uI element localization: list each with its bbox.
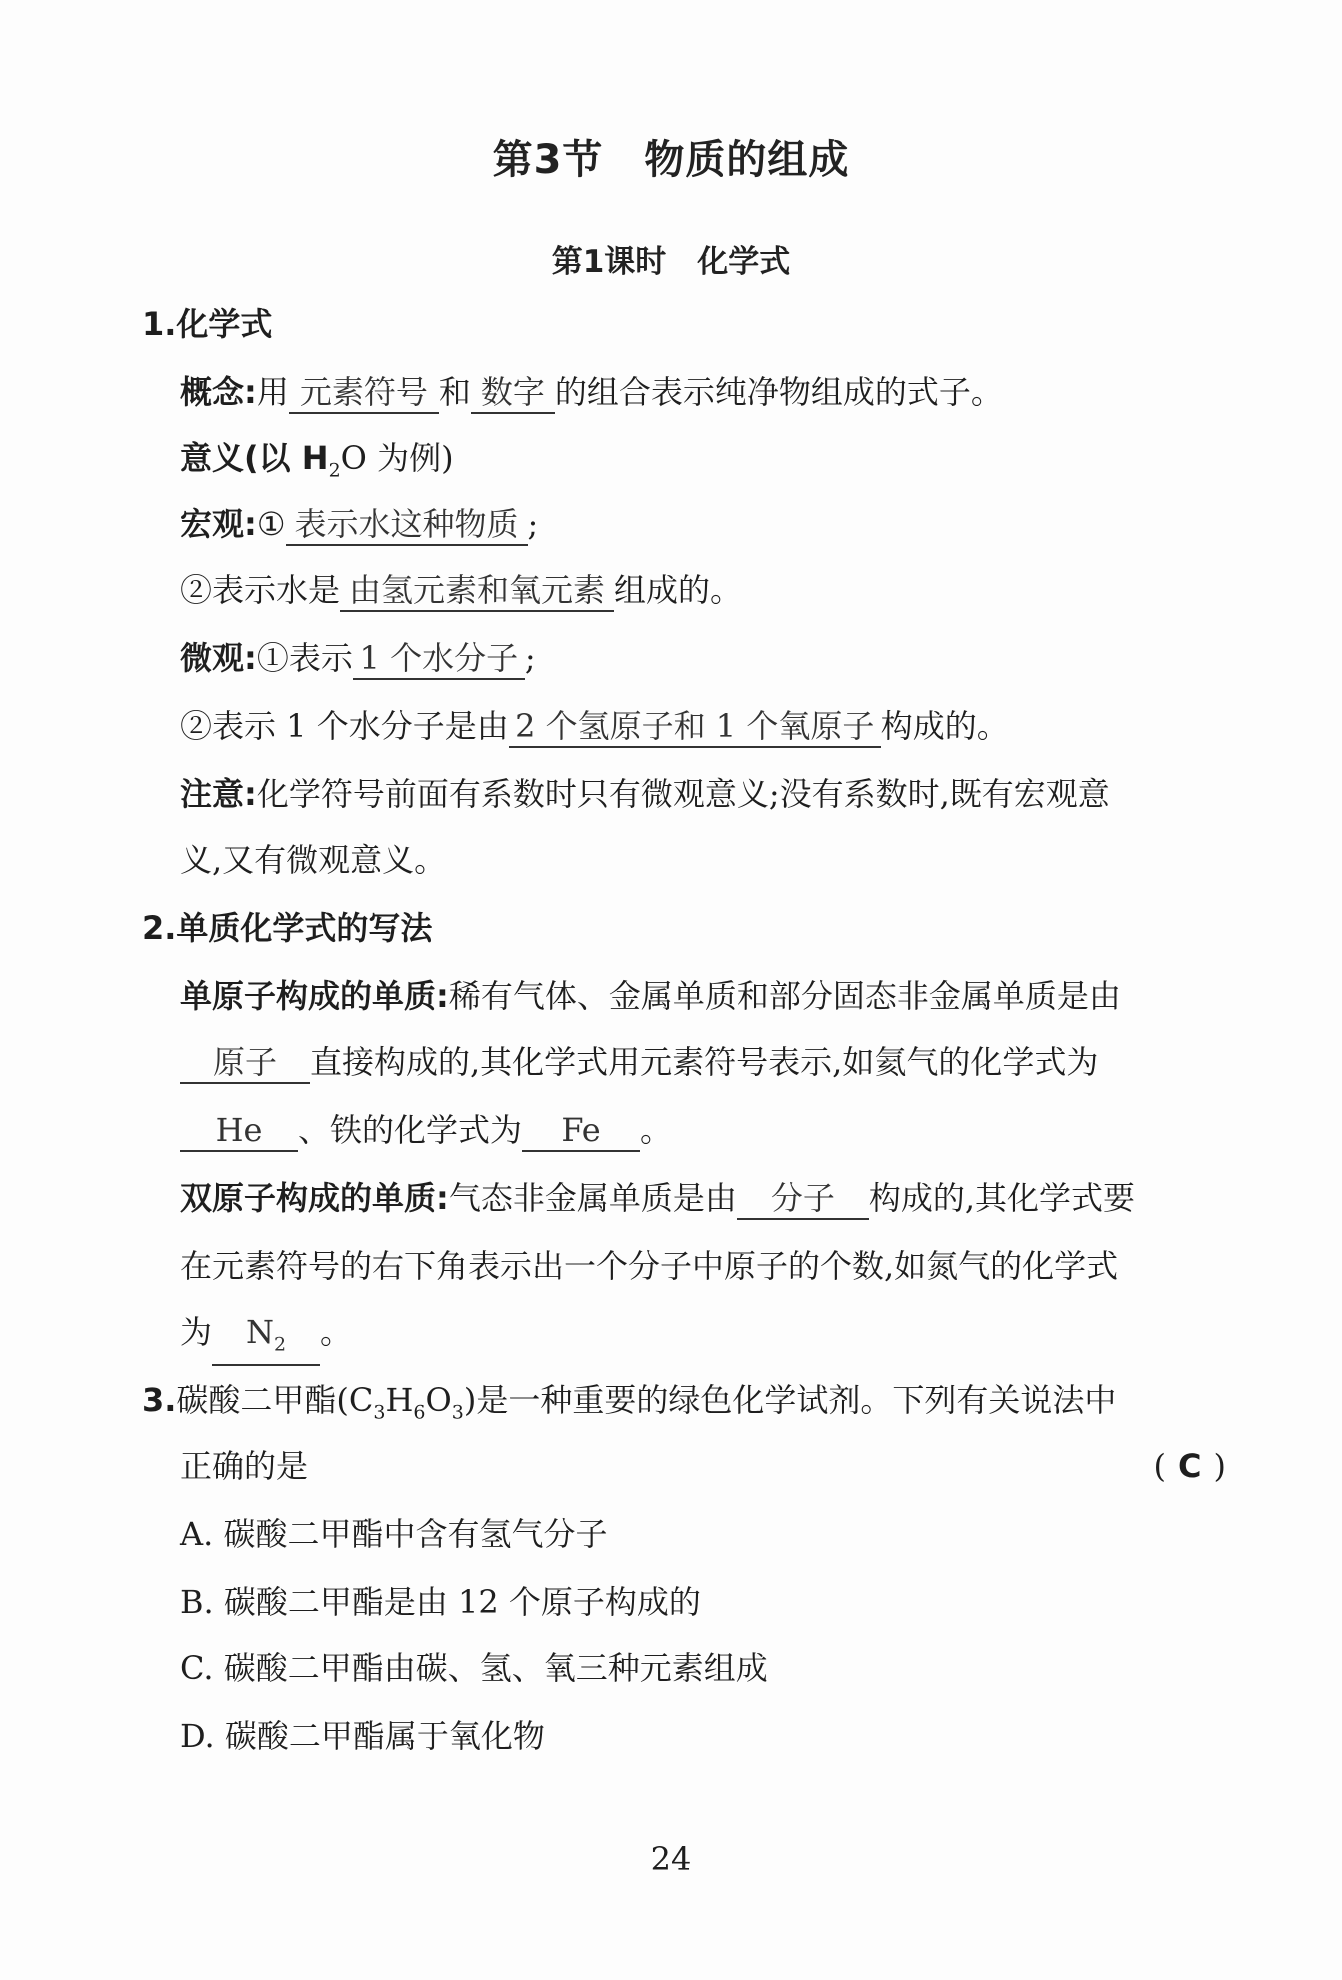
answer-open-paren: (	[1153, 1447, 1167, 1485]
section-1-heading	[142, 302, 272, 346]
micro-text-1: ①表示	[256, 639, 353, 677]
di-blank-2-symbol: N	[245, 1313, 274, 1351]
mono-blank-2: He	[180, 1110, 298, 1152]
concept-line	[180, 370, 1003, 414]
di-blank-2	[212, 1312, 320, 1366]
mono-blank-3: Fe	[522, 1110, 640, 1152]
concept-text-1: 用	[256, 373, 289, 411]
section-2-heading-text: 单质化学式的写法	[176, 909, 433, 947]
question-3-stem	[142, 1378, 1116, 1434]
mono-line-1	[180, 974, 1121, 1018]
macro-label: 宏观:	[180, 505, 257, 543]
meaning-text-1: 意义(以 H	[180, 439, 329, 477]
meaning-text-2: O 为例)	[340, 439, 454, 477]
macro-blank-1: 表示水这种物质	[286, 504, 528, 546]
di-blank-2-subscript: 2	[273, 1333, 287, 1356]
section-title: 第3节 物质的组成	[492, 137, 850, 183]
q3-sub-3: 3	[451, 1401, 464, 1424]
answer-bracket	[1154, 1444, 1226, 1488]
question-3-stem-line-2: 正确的是	[180, 1447, 309, 1485]
meaning-line	[180, 436, 454, 492]
concept-blank-2: 数字	[471, 372, 555, 414]
di-text-2: 构成的,其化学式要	[868, 1179, 1136, 1217]
mono-line-3	[180, 1108, 672, 1152]
q3-stem-4: )是一种重要的绿色化学试剂。下列有关说法中	[463, 1381, 1117, 1419]
mono-text-3-end: 。	[640, 1111, 673, 1149]
di-line-1	[180, 1176, 1135, 1220]
mono-text-3: 、铁的化学式为	[298, 1111, 523, 1149]
macro-blank-2: 由氢元素和氧元素	[340, 570, 614, 612]
option-d: D. 碳酸二甲酯属于氧化物	[180, 1717, 545, 1755]
macro-line-1	[180, 502, 538, 546]
di-line-2: 在元素符号的右下角表示出一个分子中原子的个数,如氮气的化学式	[180, 1247, 1119, 1285]
micro-blank-1: 1 个水分子	[353, 638, 525, 680]
note-line-1	[180, 772, 1110, 816]
mono-label: 单原子构成的单质:	[180, 977, 449, 1015]
di-text-1: 气态非金属单质是由	[448, 1179, 737, 1217]
section-1-number: 1.	[142, 305, 177, 343]
micro-label: 微观:	[180, 639, 257, 677]
di-blank-1: 分子	[737, 1178, 869, 1220]
di-text-4: 。	[320, 1313, 353, 1351]
micro2-text-1: ②表示 1 个水分子是由	[180, 707, 509, 745]
macro-text-1: ①	[256, 505, 286, 543]
micro-text-2: ;	[524, 639, 536, 677]
di-label: 双原子构成的单质:	[180, 1179, 449, 1217]
section-2-number: 2.	[142, 909, 177, 947]
micro2-text-2: 构成的。	[880, 707, 1009, 745]
concept-blank-1: 元素符号	[289, 372, 439, 414]
concept-text-3: 的组合表示纯净物组成的式子。	[554, 373, 1003, 411]
mono-line-2	[180, 1040, 1098, 1084]
macro2-text-1: ②表示水是	[180, 571, 341, 609]
section-1-heading-text: 化学式	[176, 305, 273, 343]
q3-stem-2: H	[385, 1381, 414, 1419]
concept-label: 概念:	[180, 373, 257, 411]
answer-close-paren: )	[1213, 1447, 1226, 1485]
option-c: C. 碳酸二甲酯由碳、氢、氧三种元素组成	[180, 1649, 768, 1687]
meaning-subscript: 2	[328, 459, 341, 482]
option-b: B. 碳酸二甲酯是由 12 个原子构成的	[180, 1583, 701, 1621]
lesson-title: 第1课时 化学式	[551, 244, 791, 280]
di-text-3: 为	[180, 1313, 213, 1351]
micro-line-1	[180, 636, 536, 680]
option-a: A. 碳酸二甲酯中含有氢气分子	[180, 1515, 608, 1553]
micro-blank-2: 2 个氢原子和 1 个氧原子	[509, 706, 881, 748]
macro2-text-2: 组成的。	[614, 571, 743, 609]
note-text-1: 化学符号前面有系数时只有微观意义;没有系数时,既有宏观意	[256, 775, 1110, 813]
macro-text-2: ;	[527, 505, 539, 543]
note-label: 注意:	[180, 775, 257, 813]
q3-sub-2: 6	[413, 1401, 426, 1424]
q3-sub-1: 3	[373, 1401, 386, 1424]
answer-choice: C	[1178, 1447, 1202, 1485]
concept-text-2: 和	[438, 373, 471, 411]
question-3-number: 3.	[142, 1381, 177, 1419]
q3-stem-3: O	[425, 1381, 452, 1419]
di-line-3	[180, 1310, 352, 1366]
mono-text-1: 稀有气体、金属单质和部分固态非金属单质是由	[448, 977, 1121, 1015]
mono-blank-1: 原子	[180, 1042, 310, 1084]
q3-stem-1: 碳酸二甲酯(C	[176, 1381, 374, 1419]
page-number: 24	[650, 1840, 692, 1878]
micro-line-2	[180, 704, 1009, 748]
note-line-2: 义,又有微观意义。	[180, 841, 447, 879]
macro-line-2	[180, 568, 742, 612]
mono-text-2: 直接构成的,其化学式用元素符号表示,如氦气的化学式为	[310, 1043, 1099, 1081]
section-2-heading	[142, 906, 432, 950]
